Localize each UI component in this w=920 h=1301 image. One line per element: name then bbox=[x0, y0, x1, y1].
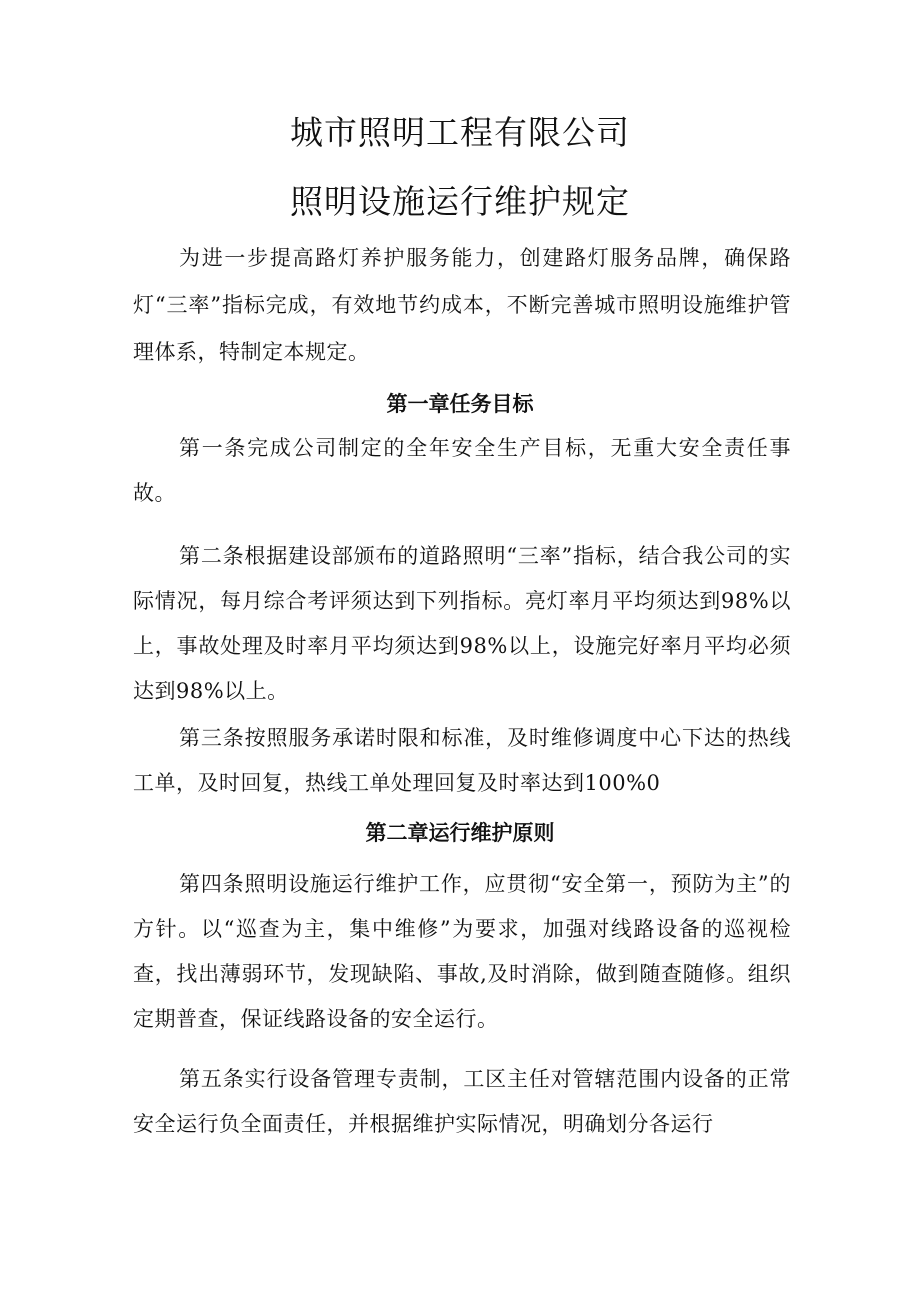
company-title: 城市照明工程有限公司 bbox=[290, 113, 630, 152]
intro-paragraph: 为进一步提高路灯养护服务能力，创建路灯服务品牌，确保路灯“三率”指标完成，有效地节约成本，不断完善城市照明设施维护管理体系，特制定本规定。 bbox=[133, 246, 791, 364]
document-title: 照明设施运行维护规定 bbox=[290, 182, 630, 221]
article-4: 第四条照明设施运行维护工作，应贯彻“安全第一，预防为主”的方针。以“巡查为主，集中维修”为要求，加强对线路设备的巡视检查，找出薄弱环节，发现缺陷、事故,及时消除，做到随查随修。组织定期普查，保证线路设备的安全运行。 bbox=[133, 872, 791, 1031]
article-5: 第五条实行设备管理专责制，工区主任对管辖范围内设备的正常安全运行负全面责任，并根据维护实际情况，明确划分各运行 bbox=[133, 1067, 791, 1136]
article-1: 第一条完成公司制定的全年安全生产目标，无重大安全责任事故。 bbox=[133, 436, 791, 505]
article-3: 第三条按照服务承诺时限和标准，及时维修调度中心下达的热线工单，及时回复，热线工单处理回复及时率达到100%0 bbox=[133, 726, 791, 795]
article-2: 第二条根据建设部颁布的道路照明“三率”指标，结合我公司的实际情况，每月综合考评须达到下列指标。亮灯率月平均须达到98%以上，事故处理及时率月平均须达到98%以上，设施完好率月平均必须达到98%以上。 bbox=[133, 544, 791, 703]
chapter-1-heading: 第一章任务目标 bbox=[386, 392, 534, 416]
chapter-2-heading: 第二章运行维护原则 bbox=[365, 821, 555, 845]
